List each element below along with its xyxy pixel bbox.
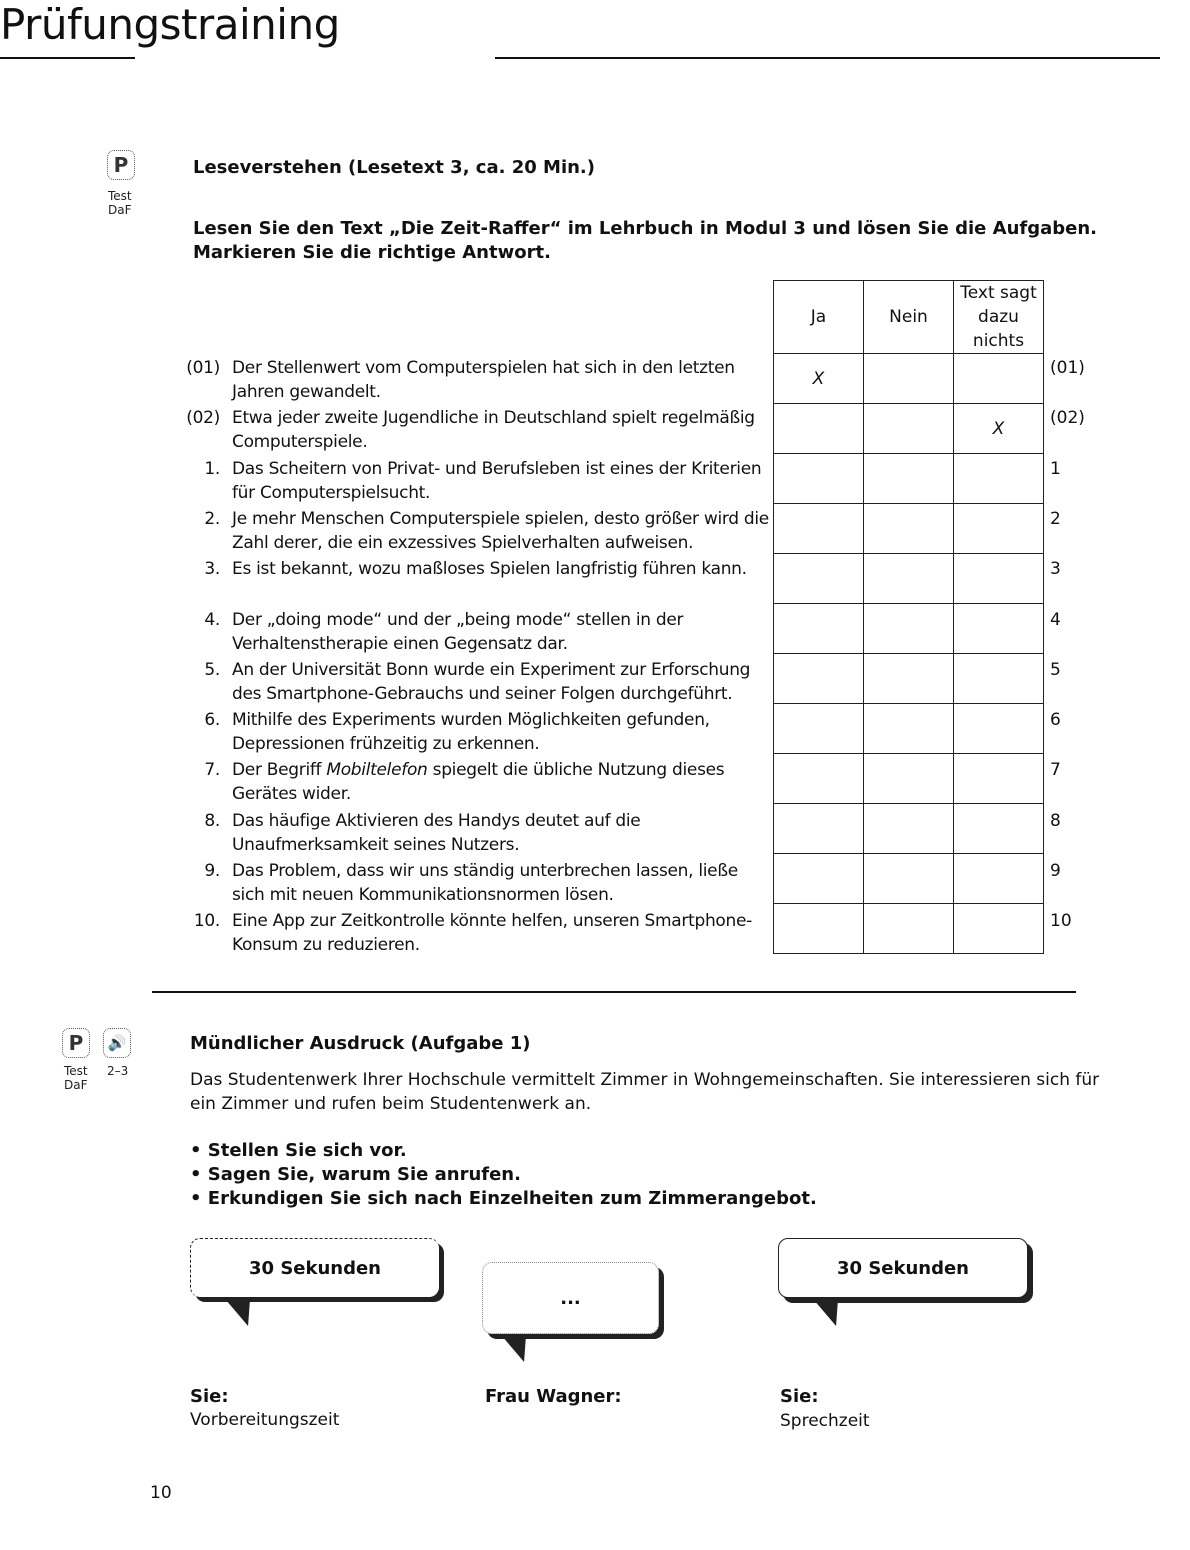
row-label: 6 (1050, 710, 1061, 731)
statement-text: Das Problem, dass wir uns ständig unterbrechen lassen, ließe sich mit neuen Kommunikationsnormen lösen. (232, 861, 738, 905)
section-heading: Leseverstehen (Lesetext 3, ca. 20 Min.) (193, 157, 595, 178)
speech-bubble-partner (482, 1262, 659, 1334)
bubble-text: 30 Sekunden (249, 1257, 381, 1279)
answer-cell-ja[interactable] (774, 704, 864, 754)
statement-number: 8. (204, 810, 220, 831)
answer-cell-nichts[interactable] (954, 504, 1044, 554)
bubble-text: ... (560, 1287, 581, 1309)
audio-speaker-icon: 🔊 (103, 1028, 131, 1058)
speaker-label: Sie: (780, 1386, 819, 1407)
row-label: (01) (1050, 358, 1085, 378)
statement-number: 4. (204, 609, 220, 630)
statement-text: Der „doing mode“ und der „being mode“ stellen in der Verhaltenstherapie einen Gegensatz dar. (232, 609, 684, 654)
answer-cell-nichts[interactable] (954, 354, 1044, 404)
row-label: 5 (1050, 659, 1061, 680)
row-label: 7 (1050, 760, 1061, 781)
statement-number: 5. (204, 659, 220, 680)
bubble-tail (226, 1300, 262, 1326)
table-header-row (774, 281, 1044, 354)
statement-text: Eine App zur Zeitkontrolle könnte helfen, unseren Smartphone-Konsum zu reduzieren. (232, 911, 752, 956)
intro-text: Das Studentenwerk Ihrer Hochschule vermittelt Zimmer in Wohngemeinschaften. Sie interessieren sich für (190, 1070, 1100, 1090)
caption-line: DaF (64, 1078, 88, 1092)
task-bullet: • Erkundigen Sie sich nach Einzelheiten zum Zimmerangebot. (190, 1188, 817, 1209)
answer-cell-nein[interactable] (864, 654, 954, 704)
answer-row (774, 804, 1044, 854)
page-title: Prüfungstraining (0, 0, 340, 49)
statement-number: 1. (204, 458, 220, 479)
row-label: 4 (1050, 609, 1061, 630)
statement-text: Je mehr Menschen Computerspiele spielen, desto größer wird die Zahl derer, die ein exzessives Spielverhalten aufweisen. (232, 508, 769, 553)
answer-row (774, 454, 1044, 504)
row-label: 8 (1050, 810, 1061, 831)
answer-cell-ja[interactable] (774, 754, 864, 804)
answer-cell-nichts[interactable] (954, 804, 1044, 854)
statement-text: Das Scheitern von Privat- und Berufsleben ist eines der Kriterien für Computerspielsucht. (232, 458, 762, 503)
answer-row (774, 704, 1044, 754)
speech-bubble-preparation (190, 1238, 439, 1297)
answer-row (774, 404, 1044, 454)
bullet-text: Erkundigen Sie sich nach Einzelheiten zum Zimmerangebot. (207, 1188, 817, 1209)
answer-cell-nein[interactable] (864, 354, 954, 404)
caption-line: DaF (108, 203, 132, 217)
row-label: 3 (1050, 559, 1061, 580)
statement-text: Es ist bekannt, wozu maßloses Spielen langfristig führen kann. (232, 559, 747, 580)
answer-cell-nichts[interactable] (954, 604, 1044, 654)
answer-row (774, 654, 1044, 704)
answer-cell-ja[interactable] (774, 604, 864, 654)
bullet-text: Sagen Sie, warum Sie anrufen. (207, 1164, 521, 1185)
audio-track-number: 2–3 (107, 1064, 129, 1078)
statement-text: Der Stellenwert vom Computerspielen hat sich in den letzten Jahren gewandelt. (232, 358, 735, 402)
row-label: 10 (1050, 911, 1072, 932)
answer-cell-nein[interactable] (864, 854, 954, 904)
italic-term: Mobiltelefon (326, 760, 428, 781)
bubble-tail (814, 1300, 850, 1326)
answer-cell-ja[interactable] (774, 654, 864, 704)
answer-cell-nein[interactable] (864, 604, 954, 654)
statement-number: (02) (186, 408, 220, 429)
statement-number: 3. (204, 559, 220, 580)
answer-row (774, 854, 1044, 904)
answer-cell-nein[interactable] (864, 554, 954, 604)
answer-cell-nichts[interactable] (954, 654, 1044, 704)
page-number: 10 (150, 1483, 172, 1503)
row-label: (02) (1050, 408, 1085, 429)
statement-text: Mithilfe des Experiments wurden Möglichkeiten gefunden, Depressionen frühzeitig zu erkennen. (232, 710, 710, 755)
badge-caption (64, 1064, 88, 1092)
statement-number: (01) (186, 358, 220, 378)
caption-line: Test (108, 189, 132, 203)
bullet-text: Stellen Sie sich vor. (207, 1140, 407, 1161)
title-rule-right (495, 57, 1160, 59)
row-label: 1 (1050, 458, 1061, 479)
answer-cell-nein[interactable] (864, 804, 954, 854)
answer-cell-ja[interactable] (774, 554, 864, 604)
answer-cell-ja[interactable] (774, 404, 864, 454)
speech-bubble-speaking (778, 1238, 1028, 1298)
answer-cell-nein[interactable] (864, 754, 954, 804)
title-rule-left (0, 57, 135, 59)
badge-caption (108, 189, 132, 217)
answer-cell-ja[interactable] (774, 854, 864, 904)
answer-cell-ja[interactable] (774, 804, 864, 854)
bubble-tail (502, 1336, 538, 1362)
answer-cell-ja[interactable]: X (774, 354, 864, 404)
statement-number: 7. (204, 760, 220, 781)
answer-cell-nein[interactable] (864, 504, 954, 554)
statement-number: 10. (193, 911, 220, 932)
statement-text: An der Universität Bonn wurde ein Experiment zur Erforschung des Smartphone-Gebrauchs und seiner Folgen durchgeführt. (232, 659, 751, 704)
answer-cell-nichts[interactable] (954, 754, 1044, 804)
instruction: Lesen Sie den Text „Die Zeit-Raffer“ im Lehrbuch in Modul 3 und lösen Sie die Aufgaben. (193, 218, 1098, 239)
statement-text: Der Begriff Mobiltelefon spiegelt die übliche Nutzung dieses Gerätes wider. (232, 760, 725, 805)
answer-cell-ja[interactable] (774, 904, 864, 954)
speaker-label: Sie: (190, 1386, 229, 1407)
time-caption: Sprechzeit (780, 1411, 870, 1431)
answer-cell-ja[interactable] (774, 504, 864, 554)
intro-text: ein Zimmer und rufen beim Studentenwerk an. (190, 1094, 592, 1114)
answer-cell-nein[interactable] (864, 454, 954, 504)
caption-line: Test (64, 1064, 88, 1078)
section-divider (152, 991, 1076, 993)
speaker-label: Frau Wagner: (485, 1386, 622, 1407)
statement-text: Das häufige Aktivieren des Handys deutet auf die Unaufmerksamkeit seines Nutzers. (232, 810, 641, 855)
statement-number: 9. (204, 861, 220, 881)
answer-cell-nichts[interactable] (954, 554, 1044, 604)
answer-cell-nichts[interactable] (954, 904, 1044, 954)
answer-row (774, 904, 1044, 954)
answer-cell-ja[interactable] (774, 454, 864, 504)
header-nichts: Text sagt dazu nichts (954, 281, 1044, 354)
answer-row (774, 604, 1044, 654)
answer-cell-nichts[interactable] (954, 454, 1044, 504)
statement-number: 2. (204, 508, 220, 529)
task-bullet: • Sagen Sie, warum Sie anrufen. (190, 1164, 521, 1185)
answer-table (773, 280, 1044, 954)
answer-row (774, 504, 1044, 554)
statement-number: 6. (204, 710, 220, 731)
exam-p-icon: P (62, 1028, 90, 1058)
time-caption: Vorbereitungszeit (190, 1410, 340, 1430)
exam-p-icon: P (107, 150, 135, 180)
answer-row (774, 754, 1044, 804)
bubble-text: 30 Sekunden (837, 1257, 969, 1279)
answer-cell-nein[interactable] (864, 404, 954, 454)
statement-text: Etwa jeder zweite Jugendliche in Deutschland spielt regelmäßig Computerspiele. (232, 408, 755, 453)
header-ja: Ja (774, 281, 864, 354)
answer-row (774, 554, 1044, 604)
answer-cell-nichts[interactable] (954, 704, 1044, 754)
answer-cell-nichts[interactable]: X (954, 404, 1044, 454)
answer-cell-nichts[interactable] (954, 854, 1044, 904)
row-label: 9 (1050, 861, 1061, 881)
row-label: 2 (1050, 508, 1061, 529)
answer-cell-nein[interactable] (864, 904, 954, 954)
task-bullet: • Stellen Sie sich vor. (190, 1140, 407, 1161)
answer-row (774, 354, 1044, 404)
answer-cell-nein[interactable] (864, 704, 954, 754)
header-nein: Nein (864, 281, 954, 354)
instruction: Markieren Sie die richtige Antwort. (193, 242, 551, 263)
section-heading: Mündlicher Ausdruck (Aufgabe 1) (190, 1033, 531, 1054)
